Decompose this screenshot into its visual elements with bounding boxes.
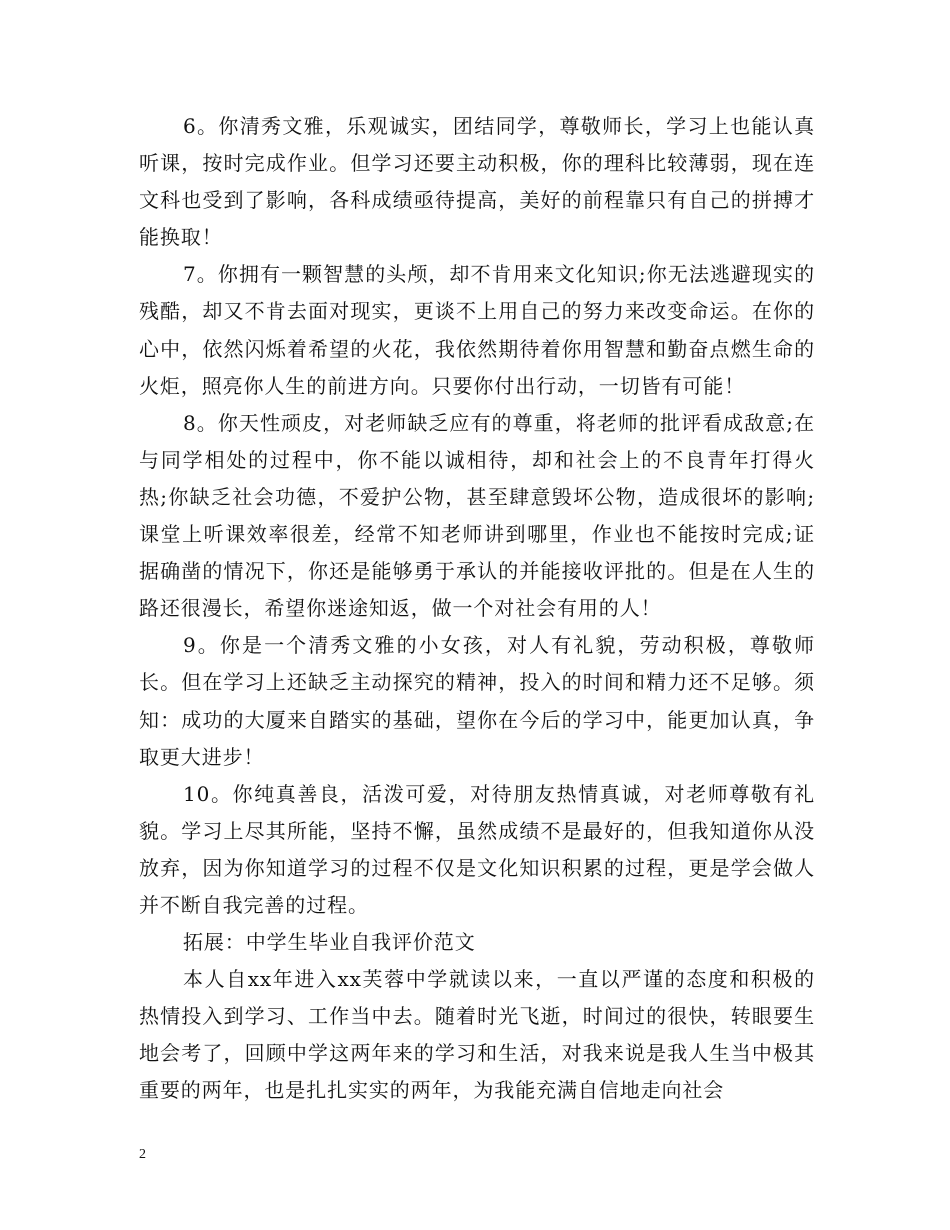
paragraph-comment-10: 10。你纯真善良，活泼可爱，对待朋友热情真诚，对老师尊敬有礼貌。学习上尽其所能，坚持不懈，虽然成绩不是最好的，但我知道你从没放弃，因为你知道学习的过程不仅是文化知识积累的过程，更是学会做人并不断自我完善的过程。	[139, 781, 815, 917]
paragraph-self-evaluation: 本人自xx年进入xx芙蓉中学就读以来，一直以严谨的态度和积极的热情投入到学习、工作当中去。随着时光飞逝，时间过的很快，转眼要生地会考了，回顾中学这两年来的学习和生活，对我来说是我人生当中极其重要的两年，也是扎扎实实的两年，为我能充满自信地走向社会	[139, 967, 815, 1103]
document-body	[139, 108, 815, 1110]
section-heading-extension: 拓展：中学生毕业自我评价范文	[183, 930, 476, 955]
paragraph-comment-7: 7。你拥有一颗智慧的头颅，却不肯用来文化知识;你无法逃避现实的残酷，却又不肯去面对现实，更谈不上用自己的努力来改变命运。在你的心中，依然闪烁着希望的火花，我依然期待着你用智慧和勤奋点燃生命的火炬，照亮你人生的前进方向。只要你付出行动，一切皆有可能！	[139, 262, 815, 398]
page-number: 2	[139, 1147, 146, 1162]
paragraph-comment-8: 8。你天性顽皮，对老师缺乏应有的尊重，将老师的批评看成敌意;在与同学相处的过程中，你不能以诚相待，却和社会上的不良青年打得火热;你缺乏社会功德，不爱护公物，甚至肆意毁坏公物，造成很坏的影响;课堂上听课效率很差，经常不知老师讲到哪里，作业也不能按时完成;证据确凿的情况下，你还是能够勇于承认的并能接收评批的。但是在人生的路还很漫长，希望你迷途知返，做一个对社会有用的人！	[139, 410, 815, 621]
paragraph-comment-6: 6。你清秀文雅，乐观诚实，团结同学，尊敬师长，学习上也能认真听课，按时完成作业。但学习还要主动积极，你的理科比较薄弱，现在连文科也受到了影响，各科成绩亟待提高，美好的前程靠只有自己的拼搏才能换取！	[139, 114, 815, 250]
paragraph-comment-9: 9。你是一个清秀文雅的小女孩，对人有礼貌，劳动积极，尊敬师长。但在学习上还缺乏主动探究的精神，投入的时间和精力还不足够。须知：成功的大厦来自踏实的基础，望你在今后的学习中，能更加认真，争取更大进步！	[139, 633, 815, 769]
